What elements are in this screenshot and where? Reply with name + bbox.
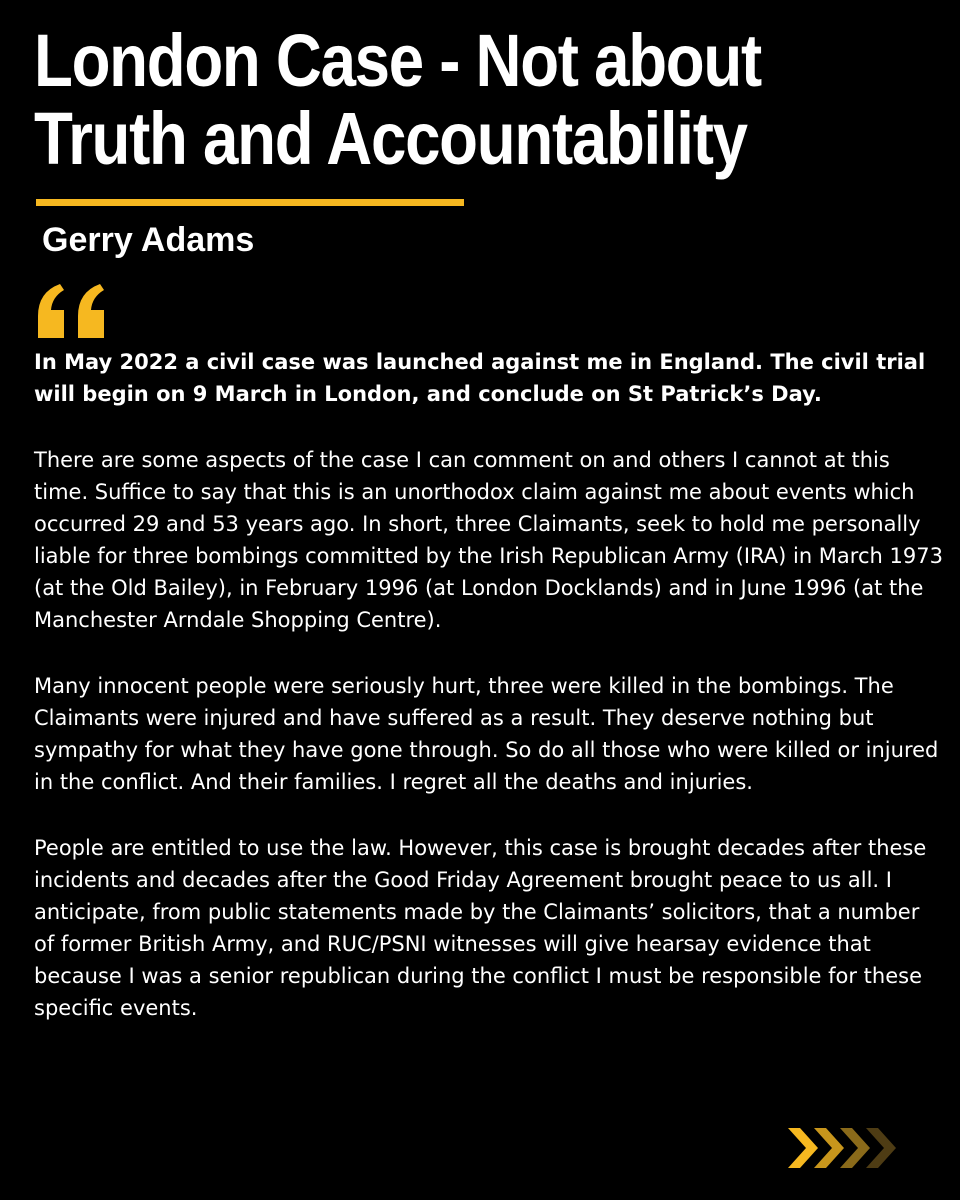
author-name: Gerry Adams (42, 221, 255, 259)
page-title (34, 19, 808, 180)
quote-icon (34, 282, 110, 338)
title-line-2: Truth and Accountability (34, 97, 747, 180)
article-body (34, 346, 944, 1058)
title-underline (36, 199, 464, 206)
lead-paragraph: In May 2022 a civil case was launched against me in England. The civil trial will begin on 9 March in London, and conclude on St Patrick’s Day. (34, 350, 926, 406)
title-line-1: London Case - Not about (34, 19, 761, 102)
paragraph: There are some aspects of the case I can comment on and others I cannot at this time. Suffice to say that this is an unorthodox claim against me about events which occurred 29 and 53 years ago. In short, three Claimants, seek to hold me personally liable for three bombings committed by the Irish Republican Army (IRA) in March 1973 (at the Old Bailey), in February 1996 (at London Docklands) and in June 1996 (at the Manchester Arndale Shopping Centre). (34, 448, 943, 632)
paragraph: People are entitled to use the law. However, this case is brought decades after these incidents and decades after the Good Friday Agreement brought peace to us all. I anticipate, from public statements made by the Claimants’ solicitors, that a number of former British Army, and RUC/PSNI witnesses will give hearsay evidence that because I was a senior republican during the conflict I must be responsible for these specific events. (34, 836, 927, 1020)
chevrons-right-icon (788, 1124, 908, 1172)
paragraph: Many innocent people were seriously hurt, three were killed in the bombings. The Claimants were injured and have suffered as a result. They deserve nothing but sympathy for what they have gone through. So do all those who were killed or injured in the conflict. And their families. I regret all the deaths and injuries. (34, 674, 939, 794)
